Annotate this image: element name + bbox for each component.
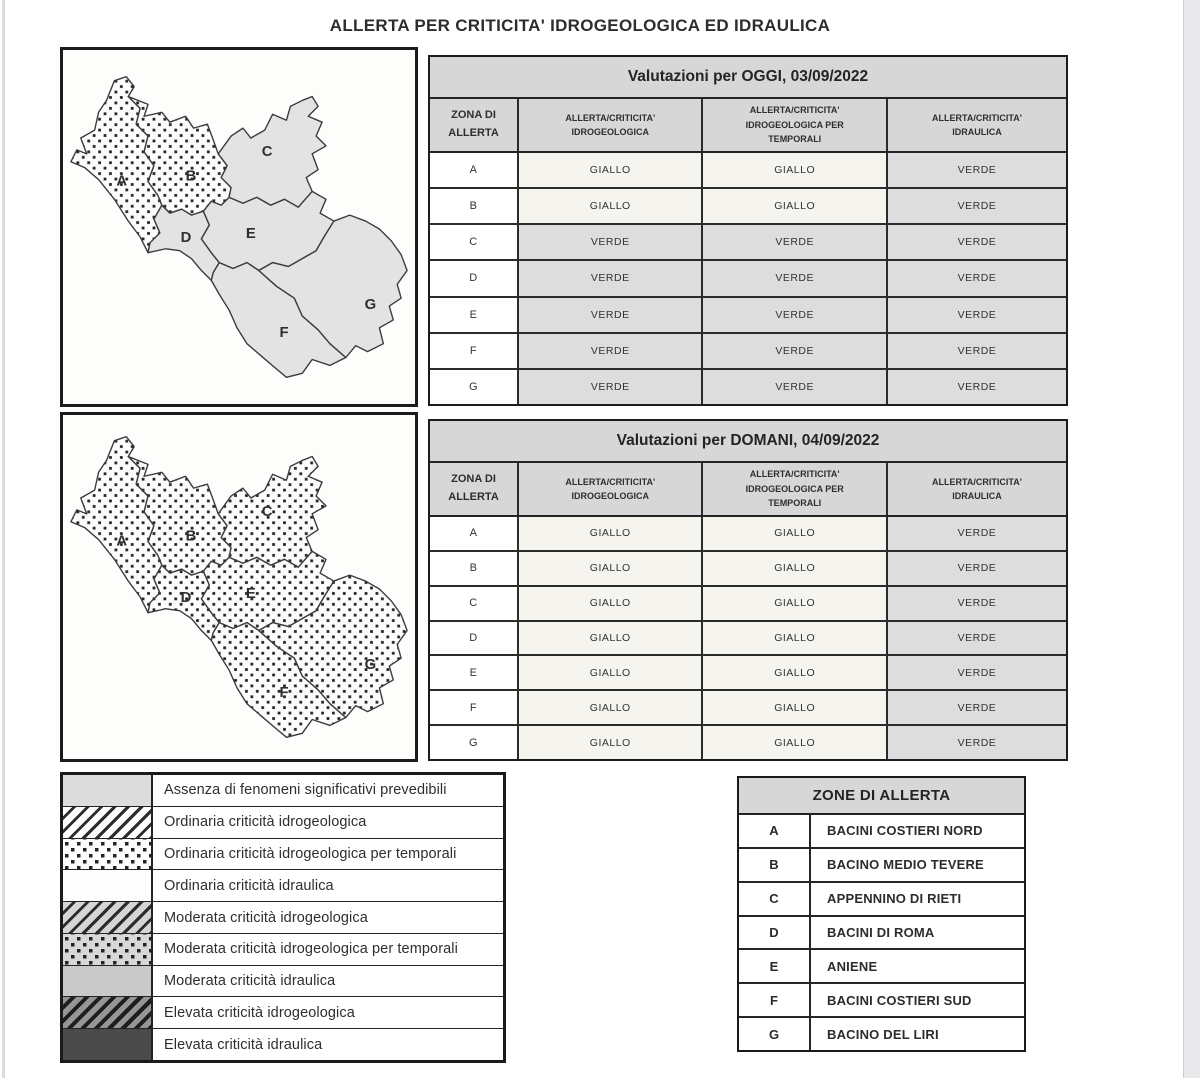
table-row xyxy=(430,187,1066,223)
table-row xyxy=(430,368,1066,404)
lazio-map xyxy=(63,415,415,759)
alert-value-cell: VERDE xyxy=(519,298,703,332)
legend-row xyxy=(63,901,503,933)
legend-row xyxy=(63,965,503,997)
table-title: Valutazioni per DOMANI, 04/09/2022 xyxy=(430,421,1066,463)
map-zone-label: F xyxy=(279,684,289,701)
zone-cell: G xyxy=(430,726,519,759)
alert-value-cell: VERDE xyxy=(703,370,887,404)
map-zone-label: G xyxy=(364,297,377,314)
alert-value-cell: VERDE xyxy=(888,298,1066,332)
alert-value-cell: VERDE xyxy=(888,587,1066,620)
zone-cell: G xyxy=(430,370,519,404)
table-row xyxy=(430,689,1066,724)
legend-swatch-solid-gray xyxy=(63,966,153,997)
zone-row xyxy=(739,815,1024,847)
alert-value-cell: VERDE xyxy=(888,726,1066,759)
legend-swatch-hatch-dark xyxy=(63,997,153,1028)
alert-value-cell: VERDE xyxy=(519,225,703,259)
alert-value-cell: GIALLO xyxy=(519,587,703,620)
legend-row xyxy=(63,838,503,870)
table-header-row xyxy=(430,463,1066,517)
map-zone-label: B xyxy=(185,528,197,545)
alert-value-cell: GIALLO xyxy=(703,587,887,620)
zone-cell: B xyxy=(430,189,519,223)
zone-row xyxy=(739,948,1024,982)
alert-value-cell: VERDE xyxy=(888,225,1066,259)
table-body xyxy=(430,517,1066,759)
alert-value-cell: GIALLO xyxy=(519,517,703,550)
alert-value-cell: VERDE xyxy=(888,261,1066,295)
alert-value-cell: GIALLO xyxy=(519,656,703,689)
map-zone-label: C xyxy=(261,143,273,160)
alert-value-cell: GIALLO xyxy=(703,691,887,724)
alert-value-cell: VERDE xyxy=(703,261,887,295)
zone-name: BACINI COSTIERI NORD xyxy=(827,823,983,839)
table-header-row xyxy=(430,99,1066,153)
assessment-table-today xyxy=(428,55,1068,406)
legend-label: Elevata criticità idraulica xyxy=(164,1036,323,1053)
zone-cell: D xyxy=(430,622,519,655)
table-row xyxy=(430,585,1066,620)
table-row xyxy=(430,620,1066,655)
legend-label: Moderata criticità idraulica xyxy=(164,973,336,990)
map-zone-label: E xyxy=(245,585,256,602)
assessment-table-tomorrow xyxy=(428,419,1068,761)
zone-cell: A xyxy=(430,517,519,550)
legend-label: Ordinaria criticità idrogeologica per temporali xyxy=(164,845,457,862)
alert-value-cell: GIALLO xyxy=(519,691,703,724)
column-header: ALLERTA/CRITICITA' IDROGEOLOGICA PER TEMPORALI xyxy=(703,99,887,151)
zone-row xyxy=(739,982,1024,1016)
table-row xyxy=(430,153,1066,187)
legend-swatch-solid-lightgray xyxy=(63,775,153,806)
legend-swatch-solid-white xyxy=(63,870,153,901)
alert-value-cell: VERDE xyxy=(888,552,1066,585)
alert-value-cell: VERDE xyxy=(703,334,887,368)
alert-value-cell: VERDE xyxy=(888,517,1066,550)
alert-value-cell: VERDE xyxy=(888,622,1066,655)
table-row xyxy=(430,654,1066,689)
zone-cell: C xyxy=(430,225,519,259)
alert-map-tomorrow xyxy=(60,412,418,762)
alert-value-cell: VERDE xyxy=(888,656,1066,689)
scan-edge-left xyxy=(2,0,5,1078)
map-zone-label: E xyxy=(245,225,256,242)
table-title: Valutazioni per OGGI, 03/09/2022 xyxy=(430,57,1066,99)
column-header: ALLERTA/CRITICITA' IDROGEOLOGICA PER TEMPORALI xyxy=(703,463,887,515)
alert-value-cell: VERDE xyxy=(703,225,887,259)
scan-edge-right xyxy=(1183,0,1200,1078)
legend-label: Ordinaria criticità idrogeologica xyxy=(164,814,367,831)
zone-name: BACINO DEL LIRI xyxy=(827,1026,939,1042)
legend-row xyxy=(63,775,503,806)
zone-row xyxy=(739,1016,1024,1050)
column-header: ZONA DI ALLERTA xyxy=(430,99,519,151)
alert-value-cell: GIALLO xyxy=(703,656,887,689)
alert-value-cell: VERDE xyxy=(519,261,703,295)
zone-cell: D xyxy=(430,261,519,295)
zone-code: E xyxy=(739,950,811,982)
alert-value-cell: GIALLO xyxy=(519,189,703,223)
legend-row xyxy=(63,869,503,901)
legend-row xyxy=(63,806,503,838)
alert-value-cell: GIALLO xyxy=(519,153,703,187)
legend-swatch-solid-dark xyxy=(63,1029,153,1060)
legend-row xyxy=(63,933,503,965)
map-zone-label: A xyxy=(116,173,128,190)
zone-name: APPENNINO DI RIETI xyxy=(827,891,962,907)
alert-value-cell: GIALLO xyxy=(703,622,887,655)
zone-name: BACINO MEDIO TEVERE xyxy=(827,857,984,873)
map-zone-label: C xyxy=(261,503,273,520)
zone-row xyxy=(739,915,1024,949)
legend-label: Elevata criticità idrogeologica xyxy=(164,1004,355,1021)
table-row xyxy=(430,550,1066,585)
zone-code: F xyxy=(739,984,811,1016)
table-row xyxy=(430,517,1066,550)
alert-value-cell: GIALLO xyxy=(703,153,887,187)
zone-code: D xyxy=(739,917,811,949)
legend-label: Ordinaria criticità idraulica xyxy=(164,877,334,894)
table-row xyxy=(430,296,1066,332)
column-header: ALLERTA/CRITICITA' IDROGEOLOGICA xyxy=(519,99,703,151)
map-zone-label: F xyxy=(279,324,289,341)
alert-value-cell: VERDE xyxy=(519,370,703,404)
zone-code: C xyxy=(739,883,811,915)
table-row xyxy=(430,724,1066,759)
column-header: ALLERTA/CRITICITA' IDROGEOLOGICA xyxy=(519,463,703,515)
legend-swatch-dots-gray xyxy=(63,934,153,965)
zone-cell: E xyxy=(430,656,519,689)
alert-value-cell: VERDE xyxy=(888,691,1066,724)
alert-value-cell: GIALLO xyxy=(703,189,887,223)
criticality-legend xyxy=(60,772,506,1063)
alert-value-cell: GIALLO xyxy=(703,552,887,585)
column-header: ALLERTA/CRITICITA' IDRAULICA xyxy=(888,463,1066,515)
zone-cell: C xyxy=(430,587,519,620)
table-row xyxy=(430,332,1066,368)
zone-code: A xyxy=(739,815,811,847)
legend-label: Moderata criticità idrogeologica per temporali xyxy=(164,941,458,958)
zone-cell: F xyxy=(430,334,519,368)
table-body xyxy=(430,153,1066,404)
column-header: ZONA DI ALLERTA xyxy=(430,463,519,515)
map-zone-a xyxy=(71,77,162,253)
zone-name: BACINI DI ROMA xyxy=(827,925,935,940)
zone-code: B xyxy=(739,849,811,881)
zone-cell: A xyxy=(430,153,519,187)
map-zone-label: G xyxy=(364,657,377,674)
alert-map-today xyxy=(60,47,418,407)
alert-value-cell: VERDE xyxy=(519,334,703,368)
map-zone-label: B xyxy=(185,168,197,185)
alert-zones-table xyxy=(737,776,1026,1052)
zone-cell: B xyxy=(430,552,519,585)
alert-value-cell: VERDE xyxy=(888,189,1066,223)
map-zone-label: D xyxy=(180,229,192,246)
zone-cell: F xyxy=(430,691,519,724)
alert-value-cell: GIALLO xyxy=(519,622,703,655)
table-row xyxy=(430,259,1066,295)
map-zone-a xyxy=(71,437,162,613)
alert-value-cell: VERDE xyxy=(888,153,1066,187)
zones-table-title: ZONE DI ALLERTA xyxy=(739,778,1024,815)
map-zone-label: D xyxy=(180,589,192,606)
alert-value-cell: VERDE xyxy=(888,370,1066,404)
lazio-map xyxy=(63,50,415,404)
alert-value-cell: VERDE xyxy=(703,298,887,332)
alert-value-cell: GIALLO xyxy=(703,726,887,759)
zone-name: BACINI COSTIERI SUD xyxy=(827,992,972,1008)
table-row xyxy=(430,223,1066,259)
legend-swatch-hatch-gray xyxy=(63,902,153,933)
map-zone-label: A xyxy=(116,533,128,550)
legend-label: Assenza di fenomeni significativi prevedibili xyxy=(164,782,447,799)
zone-row xyxy=(739,847,1024,881)
legend-label: Moderata criticità idrogeologica xyxy=(164,909,368,926)
column-header: ALLERTA/CRITICITA' IDRAULICA xyxy=(888,99,1066,151)
zones-table-body xyxy=(739,815,1024,1050)
zone-code: G xyxy=(739,1018,811,1050)
zone-cell: E xyxy=(430,298,519,332)
zone-name: ANIENE xyxy=(827,958,878,974)
legend-row xyxy=(63,1028,503,1060)
zone-row xyxy=(739,881,1024,915)
legend-swatch-hatch-white xyxy=(63,807,153,838)
alert-value-cell: GIALLO xyxy=(519,726,703,759)
alert-value-cell: GIALLO xyxy=(703,517,887,550)
alert-value-cell: VERDE xyxy=(888,334,1066,368)
page-title: ALLERTA PER CRITICITA' IDROGEOLOGICA ED IDRAULICA xyxy=(329,16,831,35)
alert-value-cell: GIALLO xyxy=(519,552,703,585)
legend-row xyxy=(63,996,503,1028)
legend-swatch-dots-white xyxy=(63,839,153,870)
